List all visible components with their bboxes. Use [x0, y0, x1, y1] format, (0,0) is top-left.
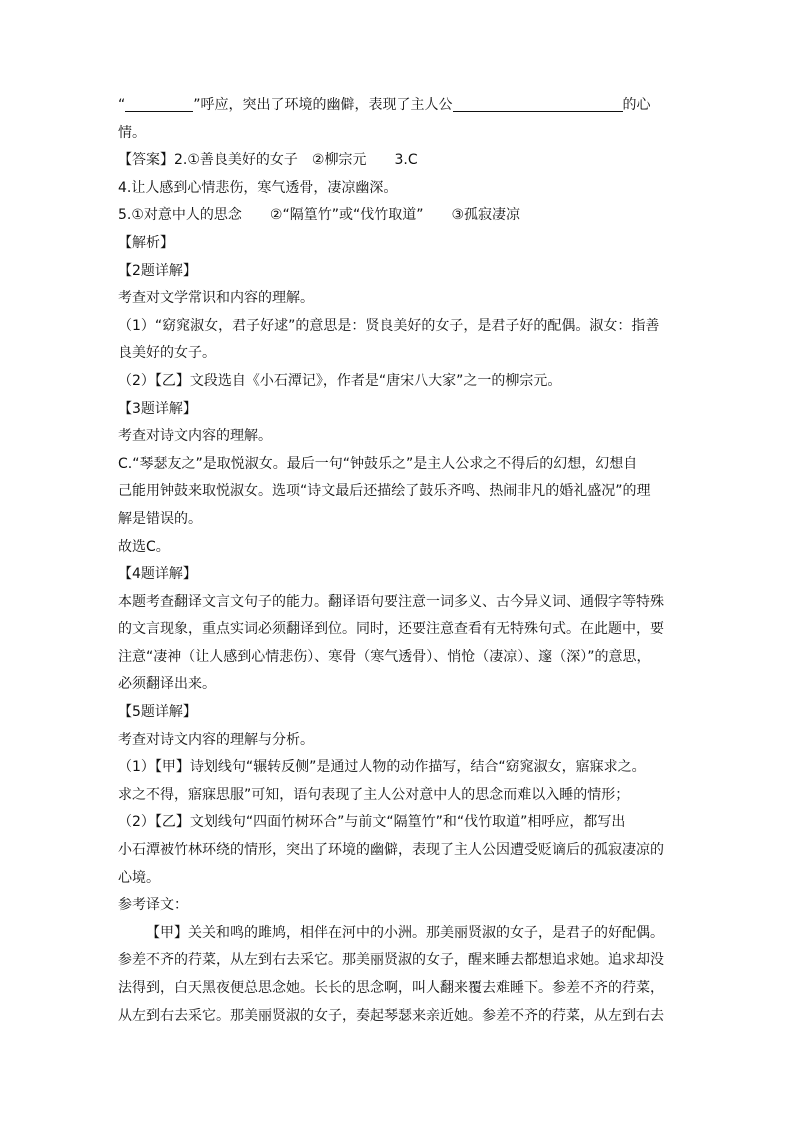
- translation-line: 【甲】关关和鸣的雎鸠，相伴在河中的小洲。那美丽贤淑的女子，是君子的好配偶。: [146, 924, 664, 941]
- text-line: 心境。: [118, 869, 160, 886]
- section-heading: 【2题详解】: [118, 262, 197, 279]
- text-line: 故选C。: [118, 538, 170, 555]
- section-heading: 【解析】: [118, 234, 174, 251]
- section-heading: 【3题详解】: [118, 400, 197, 417]
- section-heading: 【5题详解】: [118, 704, 197, 721]
- text-line: 良美好的女子。: [118, 345, 216, 362]
- text-line: 考查对诗文内容的理解。: [118, 428, 272, 445]
- fill-in-line: [118, 92, 670, 120]
- text-line: C.“琴瑟友之”是取悦淑女。最后一句“钟鼓乐之”是主人公求之不得后的幻想，幻想自: [118, 455, 638, 472]
- text-line: 情。: [118, 124, 146, 141]
- answer-line: 4.让人感到心情悲伤，寒气透骨，凄凉幽深。: [118, 179, 398, 196]
- answer-blank: [125, 95, 193, 112]
- text-line: 参考译文：: [118, 897, 188, 914]
- text-segment: “: [118, 97, 126, 113]
- text-line: 小石潭被竹林环绕的情形，突出了环境的幽僻，表现了主人公因遭受贬谪后的孤寂凄凉的: [118, 842, 664, 859]
- text-line: 己能用钟鼓来取悦淑女。选项“诗文最后还描绘了鼓乐齐鸣、热闹非凡的婚礼盛况”的理: [118, 483, 651, 500]
- document-body: [118, 92, 670, 1030]
- text-line: 必须翻译出来。: [118, 676, 216, 693]
- text-line: （2）【乙】文划线句“四面竹树环合”与前文“隔篁竹”和“伐竹取道”相呼应，都写出: [118, 814, 626, 831]
- text-line: 的文言现象，重点实词必须翻译到位。同时，还要注意查看有无特殊句式。在此题中，要: [118, 621, 664, 638]
- text-segment: ”呼应，突出了环境的幽僻，表现了主人公: [193, 97, 453, 113]
- answer-line: 5.①对意中人的思念 ②“隔篁竹”或“伐竹取道” ③孤寂凄凉: [118, 207, 521, 224]
- text-line: 本题考查翻译文言文句子的能力。翻译语句要注意一词多义、古今异义词、通假字等特殊: [118, 593, 664, 610]
- text-line: 注意“凄神（让人感到心情悲伤）、寒骨（寒气透骨）、悄怆（凄凉）、邃（深）”的意思，: [118, 648, 651, 665]
- text-line: 求之不得，寤寐思服”可知，语句表现了主人公对意中人的思念而难以入睡的情形；: [118, 786, 630, 803]
- translation-line: 参差不齐的荇菜，从左到右去采它。那美丽贤淑的女子，醒来睡去都想追求她。追求却没: [118, 952, 664, 969]
- section-heading: 【4题详解】: [118, 566, 197, 583]
- text-line: 解是错误的。: [118, 510, 202, 527]
- text-line: 考查对文学常识和内容的理解。: [118, 290, 314, 307]
- translation-line: 法得到，白天黑夜便总思念她。长长的思念啊，叫人翻来覆去难睡下。参差不齐的荇菜，: [118, 980, 664, 996]
- text-line: （1）【甲】诗划线句“辗转反侧”是通过人物的动作描写，结合“窈窕淑女，寤寐求之。: [118, 759, 646, 776]
- text-line: （1）“窈窕淑女，君子好逑”的意思是：贤良美好的女子，是君子好的配偶。淑女：指善: [118, 317, 660, 334]
- text-line: 考查对诗文内容的理解与分析。: [118, 731, 314, 748]
- text-segment: 的心: [622, 97, 651, 113]
- text-line: （2）【乙】文段选自《小石潭记》，作者是“唐宋八大家”之一的柳宗元。: [118, 372, 562, 389]
- answer-heading-line: 【答案】2.①善良美好的女子 ②柳宗元 3.C: [118, 152, 418, 169]
- answer-blank: [453, 95, 623, 112]
- translation-line: 从左到右去采它。那美丽贤淑的女子，奏起琴瑟来亲近她。参差不齐的荇菜，从左到右去: [118, 1007, 664, 1024]
